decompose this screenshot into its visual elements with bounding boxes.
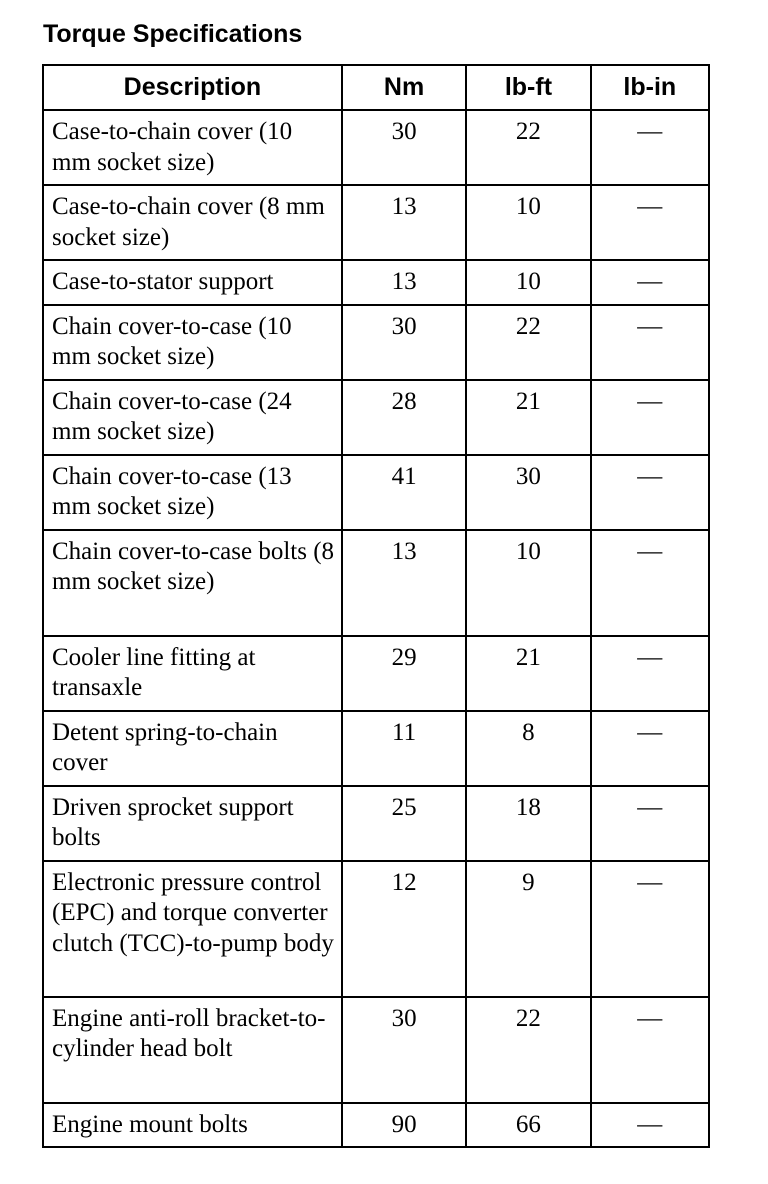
cell-lbin: —	[591, 260, 709, 305]
cell-lbft: 22	[466, 997, 590, 1103]
cell-description: Engine mount bolts	[43, 1103, 342, 1148]
column-header-lbft: lb-ft	[466, 65, 590, 110]
cell-description: Electronic pressure control (EPC) and torque converter clutch (TCC)-to-pump body	[43, 861, 342, 997]
cell-nm: 41	[342, 455, 466, 530]
cell-description: Chain cover-to-case (24 mm socket size)	[43, 380, 342, 455]
table-row	[43, 380, 709, 455]
column-header-nm: Nm	[342, 65, 466, 110]
cell-nm: 29	[342, 636, 466, 711]
table-row	[43, 185, 709, 260]
cell-description: Chain cover-to-case bolts (8 mm socket size)	[43, 530, 342, 636]
table-row	[43, 1103, 709, 1148]
cell-lbin: —	[591, 455, 709, 530]
column-header-description: Description	[43, 65, 342, 110]
cell-nm: 11	[342, 711, 466, 786]
cell-lbft: 8	[466, 711, 590, 786]
cell-nm: 30	[342, 110, 466, 185]
table-row	[43, 786, 709, 861]
cell-lbin: —	[591, 1103, 709, 1148]
cell-lbft: 66	[466, 1103, 590, 1148]
cell-nm: 30	[342, 997, 466, 1103]
cell-lbin: —	[591, 305, 709, 380]
cell-lbft: 21	[466, 636, 590, 711]
table-header-row	[43, 65, 709, 110]
cell-lbft: 10	[466, 260, 590, 305]
cell-lbin: —	[591, 997, 709, 1103]
cell-lbft: 30	[466, 455, 590, 530]
table-row	[43, 305, 709, 380]
cell-lbin: —	[591, 636, 709, 711]
cell-lbft: 21	[466, 380, 590, 455]
table-row	[43, 997, 709, 1103]
table-row	[43, 260, 709, 305]
cell-lbin: —	[591, 110, 709, 185]
cell-lbft: 22	[466, 305, 590, 380]
cell-description: Case-to-stator support	[43, 260, 342, 305]
cell-lbft: 10	[466, 530, 590, 636]
cell-description: Engine anti-roll bracket-to-cylinder head bolt	[43, 997, 342, 1103]
table-row	[43, 110, 709, 185]
table-row	[43, 636, 709, 711]
cell-description: Chain cover-to-case (13 mm socket size)	[43, 455, 342, 530]
cell-description: Case-to-chain cover (10 mm socket size)	[43, 110, 342, 185]
torque-spec-table	[42, 64, 710, 1148]
cell-nm: 13	[342, 260, 466, 305]
cell-nm: 28	[342, 380, 466, 455]
table-row	[43, 455, 709, 530]
page-title: Torque Specifications	[43, 20, 303, 48]
cell-nm: 90	[342, 1103, 466, 1148]
cell-nm: 13	[342, 185, 466, 260]
cell-lbin: —	[591, 185, 709, 260]
cell-lbin: —	[591, 530, 709, 636]
cell-description: Cooler line fitting at transaxle	[43, 636, 342, 711]
cell-description: Detent spring-to-chain cover	[43, 711, 342, 786]
table-row	[43, 861, 709, 997]
cell-lbft: 18	[466, 786, 590, 861]
cell-lbin: —	[591, 861, 709, 997]
cell-nm: 13	[342, 530, 466, 636]
cell-lbin: —	[591, 711, 709, 786]
cell-nm: 30	[342, 305, 466, 380]
cell-nm: 12	[342, 861, 466, 997]
cell-lbft: 10	[466, 185, 590, 260]
cell-description: Chain cover-to-case (10 mm socket size)	[43, 305, 342, 380]
cell-nm: 25	[342, 786, 466, 861]
cell-lbft: 9	[466, 861, 590, 997]
table-row	[43, 530, 709, 636]
table-row	[43, 711, 709, 786]
cell-lbin: —	[591, 380, 709, 455]
cell-lbin: —	[591, 786, 709, 861]
cell-description: Case-to-chain cover (8 mm socket size)	[43, 185, 342, 260]
cell-lbft: 22	[466, 110, 590, 185]
column-header-lbin: lb-in	[591, 65, 709, 110]
cell-description: Driven sprocket support bolts	[43, 786, 342, 861]
